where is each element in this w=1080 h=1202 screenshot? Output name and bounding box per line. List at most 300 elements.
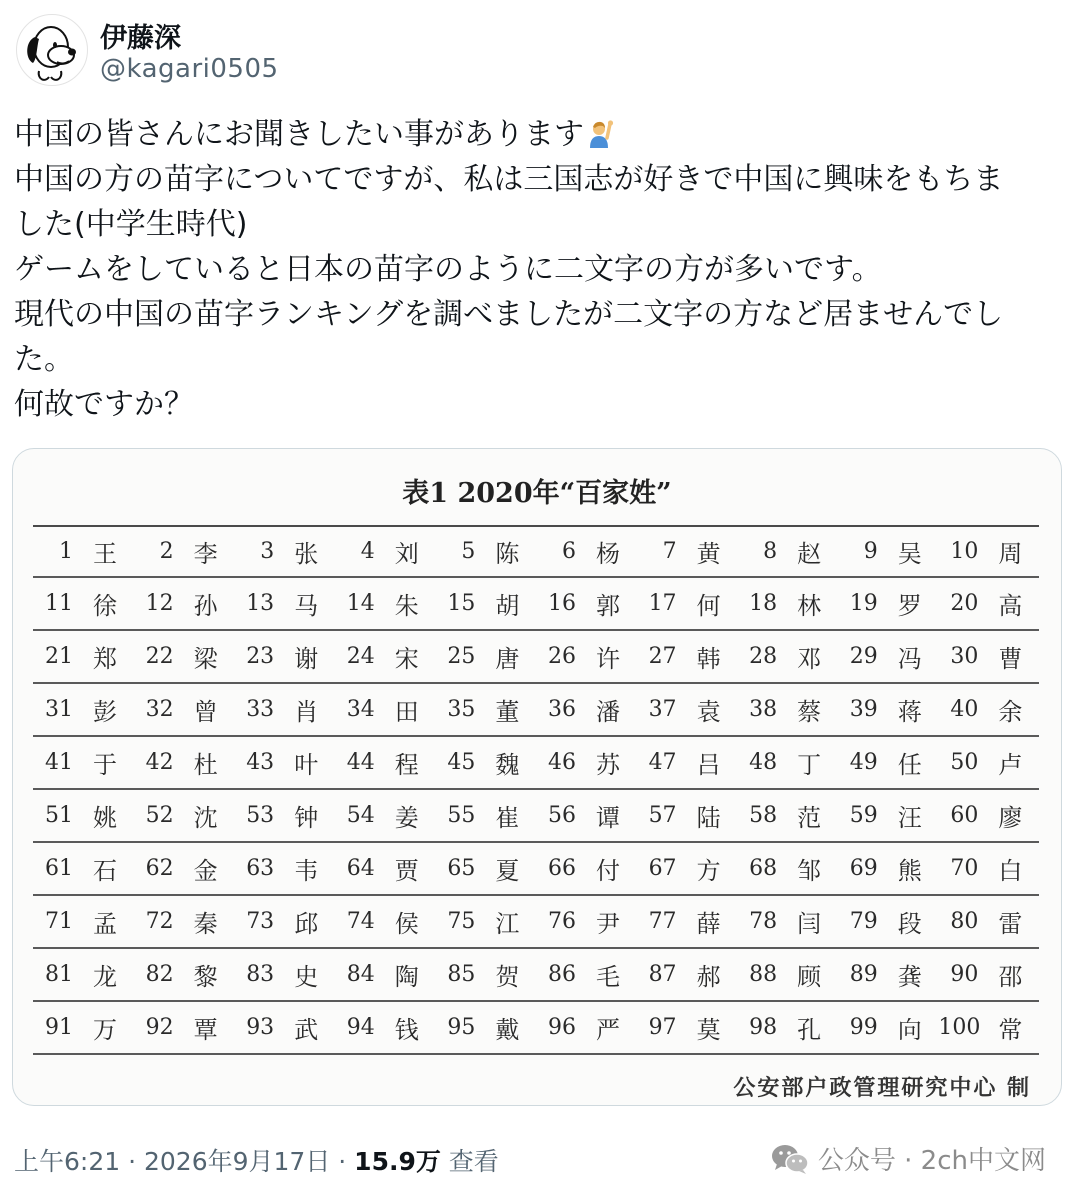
surname: 孙 xyxy=(193,592,218,620)
surname: 余 xyxy=(998,698,1023,726)
rank-number: 69 xyxy=(849,856,878,881)
rank-number: 38 xyxy=(749,697,778,722)
surname: 陶 xyxy=(394,963,419,991)
rank-number: 71 xyxy=(45,909,73,934)
surname-cell xyxy=(536,586,637,621)
rank-number: 50 xyxy=(950,750,979,775)
surname-cell xyxy=(737,586,838,621)
surname-cell xyxy=(234,692,335,727)
rank-number: 8 xyxy=(763,539,778,564)
snoopy-avatar-icon[interactable] xyxy=(16,14,88,86)
post-date[interactable]: 2026年9月17日 xyxy=(143,1147,331,1176)
rank-number: 47 xyxy=(648,750,677,775)
surname-cell xyxy=(838,692,939,727)
surname: 董 xyxy=(495,698,520,726)
rank-number: 29 xyxy=(849,644,878,669)
surname-cell xyxy=(938,798,1039,833)
rank-number: 84 xyxy=(346,962,375,987)
surname-cell xyxy=(435,745,536,780)
surname: 汪 xyxy=(897,804,922,832)
rank-number: 63 xyxy=(246,856,275,881)
surname-table xyxy=(33,525,1039,1055)
surname-cell xyxy=(234,745,335,780)
surname: 郑 xyxy=(93,645,117,673)
rank-number: 42 xyxy=(145,750,174,775)
surname-cell xyxy=(637,957,738,992)
wechat-icon xyxy=(770,1142,810,1176)
rank-number: 40 xyxy=(950,697,979,722)
rank-number: 41 xyxy=(45,750,73,775)
meta-separator: · xyxy=(330,1147,355,1176)
surname-cell xyxy=(33,851,134,886)
surname-cell xyxy=(938,745,1039,780)
surname-cell xyxy=(234,851,335,886)
surname-cell xyxy=(335,798,436,833)
surname: 魏 xyxy=(495,751,520,779)
surname: 钟 xyxy=(294,804,319,832)
surname: 郭 xyxy=(595,592,620,620)
surname-cell xyxy=(33,1010,134,1045)
surname-cell xyxy=(234,904,335,939)
surname: 雷 xyxy=(998,910,1023,938)
surname-cell xyxy=(33,639,134,674)
rank-number: 3 xyxy=(260,539,275,564)
rank-number: 43 xyxy=(246,750,275,775)
surname-cell xyxy=(234,957,335,992)
surname-cell xyxy=(435,692,536,727)
rank-number: 99 xyxy=(849,1015,878,1040)
surname: 江 xyxy=(495,910,520,938)
surname: 宋 xyxy=(394,645,419,673)
surname: 崔 xyxy=(495,804,520,832)
watermark xyxy=(770,1140,1046,1177)
rank-number: 80 xyxy=(950,909,979,934)
tweet-header xyxy=(14,12,1064,86)
rank-number: 92 xyxy=(145,1015,174,1040)
surname-cell xyxy=(637,851,738,886)
surname: 方 xyxy=(696,857,721,885)
surname: 龙 xyxy=(93,963,117,991)
tweet-line xyxy=(14,112,1064,157)
surname: 侯 xyxy=(394,910,419,938)
surname: 王 xyxy=(93,540,117,568)
surname-cell xyxy=(637,639,738,674)
display-name[interactable]: 伊藤深 xyxy=(100,23,181,54)
surname-cell xyxy=(435,957,536,992)
views-count: 15.9万 xyxy=(354,1147,441,1176)
surname-cell xyxy=(335,586,436,621)
surname: 许 xyxy=(595,645,620,673)
surname: 万 xyxy=(93,1016,117,1044)
views-label: 查看 xyxy=(440,1147,499,1176)
rank-number: 90 xyxy=(950,962,979,987)
rank-number: 86 xyxy=(547,962,576,987)
surname: 丁 xyxy=(797,751,822,779)
rank-number: 64 xyxy=(346,856,375,881)
rank-number: 20 xyxy=(950,591,979,616)
surname-cell xyxy=(938,534,1039,569)
surname-cell xyxy=(234,1010,335,1045)
rank-number: 100 xyxy=(938,1015,981,1040)
tweet-line: した(中学生時代) xyxy=(14,207,248,242)
watermark-text: 公众号 · 2ch中文网 xyxy=(817,1146,1046,1176)
surname: 陈 xyxy=(495,540,520,568)
surname-cell xyxy=(637,586,738,621)
surname: 胡 xyxy=(495,592,520,620)
surname: 常 xyxy=(998,1016,1023,1044)
surname-cell xyxy=(637,798,738,833)
rank-number: 36 xyxy=(547,697,576,722)
surname: 邱 xyxy=(294,910,319,938)
surname: 闫 xyxy=(797,910,822,938)
surname-cell xyxy=(737,851,838,886)
surname-cell xyxy=(435,1010,536,1045)
rank-number: 55 xyxy=(447,803,476,828)
rank-number: 22 xyxy=(145,644,174,669)
rank-number: 2 xyxy=(159,539,174,564)
surname-cell xyxy=(435,798,536,833)
surname: 范 xyxy=(797,804,822,832)
rank-number: 83 xyxy=(246,962,275,987)
rank-number: 70 xyxy=(950,856,979,881)
surname: 姜 xyxy=(394,804,419,832)
rank-number: 82 xyxy=(145,962,174,987)
surname: 杜 xyxy=(193,751,218,779)
table-row xyxy=(33,843,1039,896)
rank-number: 62 xyxy=(145,856,174,881)
table-row xyxy=(33,684,1039,737)
surname: 熊 xyxy=(897,857,922,885)
surname: 夏 xyxy=(495,857,520,885)
surname-cell xyxy=(637,745,738,780)
surname-cell xyxy=(536,851,637,886)
table-row xyxy=(33,1002,1039,1055)
surname-cell xyxy=(938,957,1039,992)
rank-number: 97 xyxy=(648,1015,677,1040)
tweet-line: ゲームをしていると日本の苗字のように二文字の方が多いです。 xyxy=(14,252,882,287)
surname-cell xyxy=(33,904,134,939)
table-row xyxy=(33,949,1039,1002)
surname-cell xyxy=(737,1010,838,1045)
surname: 吴 xyxy=(897,540,922,568)
tweet-line: た。 xyxy=(14,342,74,377)
surname: 罗 xyxy=(897,592,922,620)
surname-cell xyxy=(134,904,235,939)
rank-number: 52 xyxy=(145,803,174,828)
rank-number: 14 xyxy=(346,591,375,616)
attached-image[interactable] xyxy=(12,448,1062,1106)
surname: 武 xyxy=(294,1016,319,1044)
surname: 林 xyxy=(797,592,822,620)
tweet-meta xyxy=(14,1142,499,1178)
tweet-line-text: 中国の皆さんにお聞きしたい事があります xyxy=(14,117,584,152)
surname-cell xyxy=(536,745,637,780)
surname-cell xyxy=(536,904,637,939)
rank-number: 53 xyxy=(246,803,275,828)
tweet-footer xyxy=(14,1140,1064,1180)
rank-number: 34 xyxy=(346,697,375,722)
surname-cell xyxy=(234,586,335,621)
surname-cell xyxy=(737,798,838,833)
surname-cell xyxy=(335,904,436,939)
surname: 孔 xyxy=(797,1016,822,1044)
rank-number: 66 xyxy=(547,856,576,881)
table-row xyxy=(33,737,1039,790)
surname-cell xyxy=(435,904,536,939)
rank-number: 49 xyxy=(849,750,878,775)
rank-number: 54 xyxy=(346,803,375,828)
surname-cell xyxy=(637,534,738,569)
surname: 徐 xyxy=(93,592,117,620)
surname-cell xyxy=(33,957,134,992)
surname-cell xyxy=(134,851,235,886)
surname: 彭 xyxy=(93,698,117,726)
surname: 刘 xyxy=(394,540,419,568)
rank-number: 77 xyxy=(648,909,677,934)
surname: 莫 xyxy=(696,1016,721,1044)
surname: 高 xyxy=(998,592,1023,620)
rank-number: 39 xyxy=(849,697,878,722)
rank-number: 26 xyxy=(547,644,576,669)
surname: 龚 xyxy=(897,963,922,991)
rank-number: 35 xyxy=(447,697,476,722)
surname-cell xyxy=(234,639,335,674)
surname: 廖 xyxy=(998,804,1023,832)
rank-number: 12 xyxy=(145,591,174,616)
surname: 石 xyxy=(93,857,117,885)
rank-number: 73 xyxy=(246,909,275,934)
surname: 顾 xyxy=(797,963,822,991)
surname: 周 xyxy=(998,540,1023,568)
surname: 韩 xyxy=(696,645,721,673)
surname: 苏 xyxy=(595,751,620,779)
rank-number: 13 xyxy=(246,591,275,616)
surname-cell xyxy=(838,851,939,886)
rank-number: 76 xyxy=(547,909,576,934)
rank-number: 81 xyxy=(45,962,73,987)
surname: 叶 xyxy=(294,751,319,779)
surname: 任 xyxy=(897,751,922,779)
rank-number: 75 xyxy=(447,909,476,934)
rank-number: 68 xyxy=(749,856,778,881)
surname: 蔡 xyxy=(797,698,822,726)
rank-number: 33 xyxy=(246,697,275,722)
tweet-line: 何故ですか？ xyxy=(14,387,194,422)
surname: 马 xyxy=(294,592,319,620)
rank-number: 15 xyxy=(447,591,476,616)
surname: 唐 xyxy=(495,645,520,673)
user-handle[interactable]: @kagari0505 xyxy=(100,54,279,84)
rank-number: 51 xyxy=(45,803,73,828)
surname: 黄 xyxy=(696,540,721,568)
person-raising-hand-emoji-icon xyxy=(586,116,616,146)
surname: 谭 xyxy=(595,804,620,832)
surname-cell xyxy=(838,586,939,621)
surname: 戴 xyxy=(495,1016,520,1044)
surname: 付 xyxy=(595,857,620,885)
surname: 吕 xyxy=(696,751,721,779)
rank-number: 30 xyxy=(950,644,979,669)
rank-number: 57 xyxy=(648,803,677,828)
rank-number: 10 xyxy=(950,539,979,564)
surname-cell xyxy=(33,534,134,569)
rank-number: 19 xyxy=(849,591,878,616)
surname: 姚 xyxy=(93,804,117,832)
tweet-line: 中国の方の苗字についてですが、私は三国志が好きで中国に興味をもちま xyxy=(14,162,1004,197)
rank-number: 6 xyxy=(561,539,576,564)
surname-cell xyxy=(536,692,637,727)
surname: 谢 xyxy=(294,645,319,673)
surname: 蒋 xyxy=(897,698,922,726)
surname-cell xyxy=(435,534,536,569)
surname-cell xyxy=(335,745,436,780)
rank-number: 74 xyxy=(346,909,375,934)
surname-cell xyxy=(938,904,1039,939)
surname-cell xyxy=(838,904,939,939)
rank-number: 60 xyxy=(950,803,979,828)
surname: 尹 xyxy=(595,910,620,938)
surname-cell xyxy=(838,639,939,674)
surname-cell xyxy=(938,1010,1039,1045)
rank-number: 27 xyxy=(648,644,677,669)
surname-cell xyxy=(536,639,637,674)
surname-cell xyxy=(335,851,436,886)
rank-number: 1 xyxy=(59,539,73,564)
table-title: 表1 2020年“百家姓” xyxy=(402,478,672,509)
rank-number: 9 xyxy=(863,539,878,564)
surname: 黎 xyxy=(193,963,218,991)
surname: 毛 xyxy=(595,963,620,991)
surname-cell xyxy=(838,745,939,780)
rank-number: 91 xyxy=(45,1015,73,1040)
surname-cell xyxy=(335,692,436,727)
rank-number: 95 xyxy=(447,1015,476,1040)
rank-number: 58 xyxy=(749,803,778,828)
surname: 贾 xyxy=(394,857,419,885)
surname-cell xyxy=(33,798,134,833)
surname: 孟 xyxy=(93,910,117,938)
surname-cell xyxy=(838,1010,939,1045)
rank-number: 94 xyxy=(346,1015,375,1040)
surname: 潘 xyxy=(595,698,620,726)
tweet-text xyxy=(14,112,1064,427)
rank-number: 65 xyxy=(447,856,476,881)
surname-cell xyxy=(737,745,838,780)
table-row xyxy=(33,631,1039,684)
surname-cell xyxy=(335,957,436,992)
rank-number: 23 xyxy=(246,644,275,669)
surname: 杨 xyxy=(595,540,620,568)
surname: 田 xyxy=(394,698,419,726)
surname: 朱 xyxy=(394,592,419,620)
surname-cell xyxy=(134,586,235,621)
rank-number: 17 xyxy=(648,591,677,616)
surname: 向 xyxy=(897,1016,922,1044)
surname: 严 xyxy=(595,1016,620,1044)
rank-number: 44 xyxy=(346,750,375,775)
surname-cell xyxy=(335,639,436,674)
surname-cell xyxy=(938,692,1039,727)
surname-cell xyxy=(938,851,1039,886)
surname-cell xyxy=(435,586,536,621)
surname-cell xyxy=(737,534,838,569)
surname-cell xyxy=(938,586,1039,621)
surname: 金 xyxy=(193,857,218,885)
surname-cell xyxy=(536,1010,637,1045)
surname-cell xyxy=(335,1010,436,1045)
surname-cell xyxy=(33,745,134,780)
surname: 邓 xyxy=(797,645,822,673)
surname-cell xyxy=(536,534,637,569)
surname-cell xyxy=(134,639,235,674)
surname: 曾 xyxy=(193,698,218,726)
surname: 李 xyxy=(193,540,218,568)
surname-cell xyxy=(637,1010,738,1045)
surname-cell xyxy=(234,798,335,833)
surname: 梁 xyxy=(193,645,218,673)
surname-cell xyxy=(737,692,838,727)
meta-separator: · xyxy=(120,1147,144,1176)
surname-cell xyxy=(838,798,939,833)
rank-number: 25 xyxy=(447,644,476,669)
surname: 沈 xyxy=(193,804,218,832)
surname-cell xyxy=(838,534,939,569)
table-row xyxy=(33,578,1039,631)
surname: 韦 xyxy=(294,857,319,885)
surname-cell xyxy=(536,957,637,992)
rank-number: 88 xyxy=(749,962,778,987)
surname-cell xyxy=(134,692,235,727)
table-source: 公安部户政管理研究中心 制 xyxy=(733,1075,1031,1101)
surname: 薛 xyxy=(696,910,721,938)
surname: 张 xyxy=(294,540,319,568)
rank-number: 7 xyxy=(662,539,677,564)
rank-number: 85 xyxy=(447,962,476,987)
surname: 陆 xyxy=(696,804,721,832)
rank-number: 37 xyxy=(648,697,677,722)
surname-cell xyxy=(435,851,536,886)
rank-number: 87 xyxy=(648,962,677,987)
surname: 秦 xyxy=(193,910,218,938)
surname-cell xyxy=(33,692,134,727)
surname-cell xyxy=(938,639,1039,674)
surname: 曹 xyxy=(998,645,1023,673)
surname-cell xyxy=(435,639,536,674)
tweet-line: 現代の中国の苗字ランキングを調べましたが二文字の方など居ませんでし xyxy=(14,297,1004,332)
rank-number: 89 xyxy=(849,962,878,987)
rank-number: 21 xyxy=(45,644,73,669)
rank-number: 61 xyxy=(45,856,73,881)
table-row xyxy=(33,896,1039,949)
surname-cell xyxy=(536,798,637,833)
surname-cell xyxy=(134,534,235,569)
surname-cell xyxy=(234,534,335,569)
rank-number: 98 xyxy=(749,1015,778,1040)
post-time[interactable]: 上午6:21 xyxy=(14,1147,121,1176)
surname: 白 xyxy=(998,857,1023,885)
rank-number: 72 xyxy=(145,909,174,934)
surname: 冯 xyxy=(897,645,922,673)
rank-number: 45 xyxy=(447,750,476,775)
surname: 钱 xyxy=(394,1016,419,1044)
rank-number: 56 xyxy=(547,803,576,828)
surname-cell xyxy=(33,586,134,621)
rank-number: 79 xyxy=(849,909,878,934)
surname-cell xyxy=(838,957,939,992)
surname: 贺 xyxy=(495,963,520,991)
rank-number: 24 xyxy=(346,644,375,669)
surname: 程 xyxy=(394,751,419,779)
